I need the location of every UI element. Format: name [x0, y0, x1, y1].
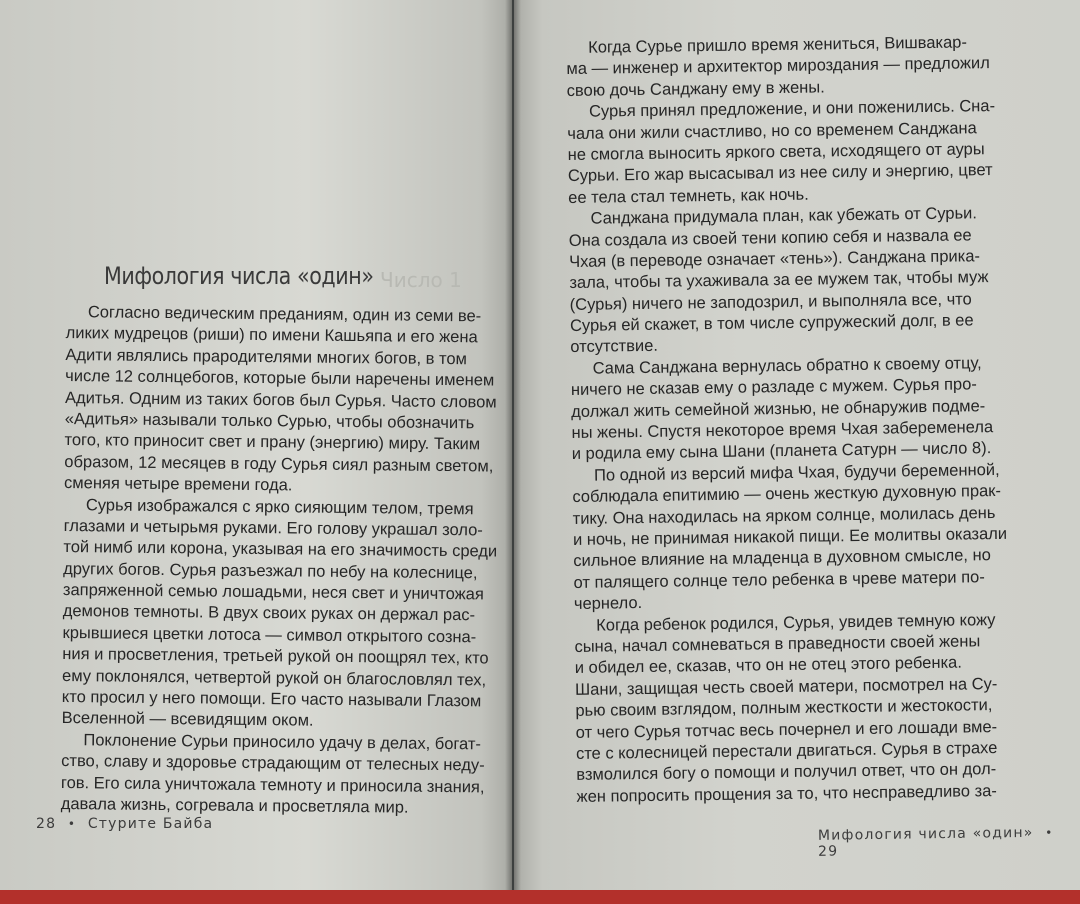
text-line: ния и просветления, третьей рукой он поощрял тех, кто [62, 645, 489, 668]
right-page-footer [818, 824, 1080, 860]
text-line: той нимб или корона, указывая на его значимость среди [63, 538, 498, 561]
text-line: ма — инженер и архитектор мироздания — предложил [566, 54, 990, 79]
text-line: свою дочь Санджану ему в жены. [566, 78, 825, 100]
text-line: жен попросить прощения за то, что несправедливо за- [576, 781, 997, 806]
text-line: Когда Сурье пришло время жениться, Вишвакар- [588, 33, 968, 57]
text-line: Сурья изображался с ярко сияющим телом, тремя [85, 495, 474, 518]
text-line: взмолился богу о помощи и получил ответ, что он дол- [576, 760, 997, 785]
text-line: Когда ребенок родился, Сурья, увидев темную кожу [596, 610, 996, 635]
text-line: не смогла выносить яркого света, исходящего от ауры [567, 140, 985, 164]
text-line: (Сурья) ничего не заподозрил, и выполняла все, что [569, 290, 972, 314]
text-line: тику. Она находилась на ярком солнце, молилась день [572, 503, 996, 528]
text-line: давала жизнь, согревала и просветляла мир. [60, 794, 409, 817]
text-line: Вселенной — всевидящим оком. [61, 709, 314, 731]
text-line: отсутствие. [570, 337, 659, 357]
text-line: ство, славу и здоровье страдающим от телесных неду- [61, 752, 485, 775]
text-line: соблюдала епитимию — очень жесткую духовную прак- [572, 482, 1002, 507]
text-line: чернело. [573, 594, 643, 614]
text-line: Адитья. Одним из таких богов был Сурья. Часто словом [64, 388, 497, 412]
footer-bullet: • [67, 817, 77, 831]
text-line: Чхая (в переводе означает «тень»). Санджана прика- [569, 247, 981, 271]
text-line: глазами и четырьмя руками. Его голову украшал золо- [63, 516, 483, 540]
text-line: других богов. Сурья разъезжал по небу на колеснице, [63, 559, 478, 583]
text-line: того, кто приносит свет и прану (энергию) миру. Таким [64, 431, 481, 454]
left-page [0, 0, 512, 892]
text-line: Поклонение Сурьи приносило удачу в делах, богат- [83, 731, 482, 754]
text-line: гов. Его сила уничтожала темноту и приносила знания, [60, 773, 485, 797]
text-line: По одной из версий мифа Чхая, будучи беременной, [593, 460, 1000, 485]
text-line: Сурьи. Его жар высасывал из нее силу и энергию, цвет [567, 161, 993, 186]
text-line: ны жены. Спустя некоторое время Чхая забеременела [571, 418, 994, 442]
text-line: и родила ему сына Шани (планета Сатурн — число 8). [571, 439, 992, 464]
text-line: сменяя четыре времени года. [64, 474, 293, 495]
text-line: сте с колесницей перестали двигаться. Сурья в страхе [575, 738, 998, 763]
text-line: крывшиеся цветки лотоса — символ открытого созна- [62, 623, 477, 647]
text-line: зала, чтобы та ухаживала за ее мужем так, чтобы муж [569, 268, 989, 293]
text-line: сына, начал сомневаться в праведности своей жены [574, 632, 981, 656]
chapter-heading: Мифология числа «один» [104, 262, 374, 290]
text-line: «Адитья» называли только Сурью, чтобы обозначить [64, 409, 475, 433]
text-line: ликих мудрецов (риши) по имени Кашьяпа и его жена [65, 324, 478, 347]
text-line: от чего Сурья тотчас весь почернел и его лошади вме- [575, 717, 998, 742]
text-line: чала они жили счастливо, но со временем Санджана [567, 118, 977, 143]
text-line: должал жить семейной жизнью, не обнаружив подме- [571, 396, 986, 421]
text-line: ее тела стал темнеть, как ночь. [568, 185, 809, 207]
cover-edge-bottom [0, 890, 1080, 904]
text-line: рью своим взглядом, полным жесткости и жестокости, [575, 696, 993, 721]
text-line: образом, 12 месяцев в году Сурья сиял разным светом, [64, 452, 494, 476]
running-header-title: Мифология числа «один» [817, 824, 1034, 844]
text-line: Санджана придумала план, как убежать от Сурьи. [590, 204, 978, 228]
left-page-body [60, 302, 498, 820]
text-line: Сурья ей скажет, в том числе супружеский долг, в ее [569, 311, 974, 336]
text-line: и обидел ее, сказав, что он не отец этого ребенка. [574, 653, 962, 678]
text-line: Сурья принял предложение, и они поженились. Сна- [588, 97, 996, 121]
text-line: Шани, защищая честь своей матери, посмотрел на Су- [574, 674, 998, 699]
text-line: числе 12 солнцебогов, которые были наречены именем [65, 367, 495, 390]
running-header-author: Стурите Байба [87, 816, 214, 832]
text-line: Сама Санджана вернулась обратно к своему отцу, [592, 354, 982, 378]
text-line: запряженной семью лошадьми, неся свет и уничтожая [62, 581, 484, 604]
left-page-footer [36, 816, 213, 832]
bleed-through-text: Число 1 [380, 268, 462, 292]
right-page-body [566, 32, 1031, 808]
text-line: кто просил у него помощи. Его часто называли Глазом [61, 688, 482, 711]
text-line: демонов темноты. В двух своих руках он держал рас- [62, 602, 476, 625]
text-line: ничего не сказав ему о разладе с мужем. Сурья про- [570, 375, 977, 400]
footer-bullet: • [1045, 825, 1054, 840]
text-line: от палящего солнце тело ребенка в чреве матери по- [573, 567, 985, 592]
text-line: Она создала из своей тени копию себя и назвала ее [568, 225, 972, 250]
text-line: Адити являлись прародителями многих богов, в том [65, 345, 468, 368]
text-line: Согласно ведическим преданиям, один из семи ве- [87, 303, 482, 326]
text-line: и ночь, не принимая никакой пищи. Ее молитвы оказали [572, 524, 1008, 549]
page-number-right: 29 [818, 843, 839, 860]
text-line: ему поклонялся, четвертой рукой он благословлял тех, [61, 666, 487, 690]
book-gutter [505, 0, 521, 904]
text-line: сильное влияние на младенца в духовном смысле, но [573, 546, 991, 571]
page-number-left: 28 [36, 816, 57, 832]
